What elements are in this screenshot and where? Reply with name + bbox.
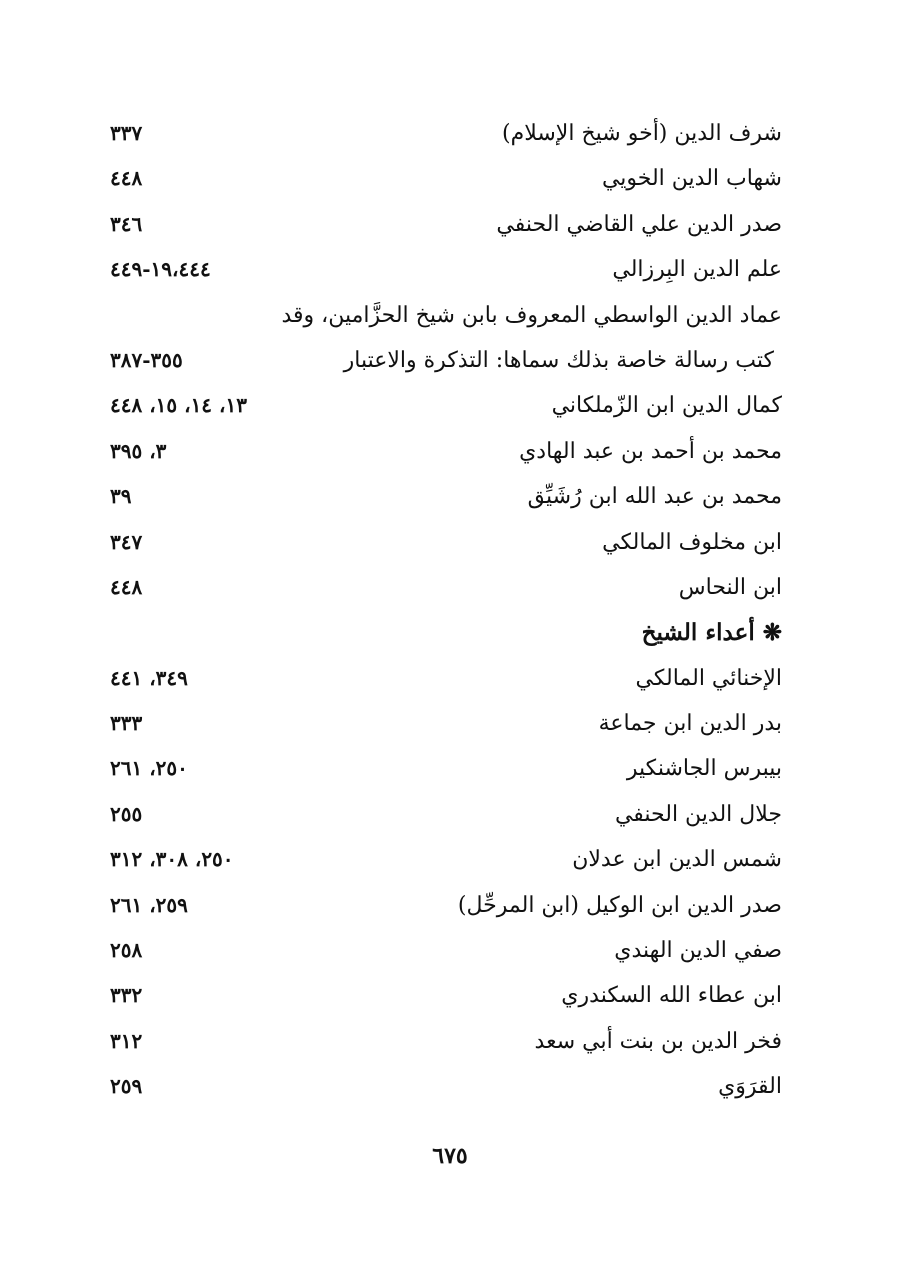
entry-name: ابن النحاس [678, 574, 782, 600]
entry-name: علم الدين البِرزالي [612, 257, 782, 283]
entry-name: فخر الدين بن بنت أبي سعد [534, 1028, 782, 1054]
entry-name: صفي الدين الهندي [614, 938, 782, 964]
entry-name: عماد الدين الواسطي المعروف بابن شيخ الحزَّامين، وقد [281, 302, 782, 328]
entry-name: شرف الدين (أخو شيخ الإسلام) [502, 121, 782, 146]
entry-name: القرَوَي [718, 1074, 782, 1100]
entry-name: كتب رسالة خاصة بذلك سماها: التذكرة والاعتبار [343, 347, 774, 373]
index-entry [110, 883, 782, 928]
entry-pages: ١٩،٤٤٤-٤٤٩ [110, 257, 211, 282]
entry-name: محمد بن أحمد بن عبد الهادي [519, 438, 782, 464]
entry-pages: ٣٩ [110, 484, 132, 509]
entry-pages: ٢٥٨ [110, 938, 143, 963]
entry-name: صدر الدين علي القاضي الحنفي [496, 211, 782, 237]
entry-name: شمس الدين ابن عدلان [572, 847, 782, 873]
entry-pages: ٢٥٠، ٢٦١ [110, 756, 188, 781]
entry-pages: ٢٥٠، ٣٠٨، ٣١٢ [110, 847, 234, 872]
section-heading [110, 610, 782, 655]
index-entry [110, 474, 782, 519]
index-entry [110, 429, 782, 474]
entry-name: الإخنائي المالكي [635, 665, 782, 691]
page-number: ٦٧٥ [432, 1143, 468, 1169]
index-entry [110, 247, 782, 292]
entry-name: كمال الدين ابن الزّملكاني [551, 393, 782, 419]
index-entry [110, 202, 782, 247]
index-entry [110, 293, 782, 338]
entry-pages: ٣٣٢ [110, 983, 143, 1008]
name-index [110, 111, 782, 1110]
index-entry [110, 746, 782, 791]
section-heading-text: ❋ أعداء الشيخ [641, 619, 782, 647]
entry-pages: ٤٤٨ [110, 574, 143, 599]
index-entry [110, 837, 782, 882]
index-entry [110, 1064, 782, 1109]
index-entry [110, 156, 782, 201]
entry-name: ابن عطاء الله السكندري [561, 983, 782, 1009]
entry-name: شهاب الدين الخويي [601, 166, 782, 192]
entry-pages: ٣، ٣٩٥ [110, 438, 167, 463]
entry-name: بدر الدين ابن جماعة [598, 711, 782, 737]
entry-pages: ٣٣٣ [110, 711, 143, 736]
index-entry [110, 701, 782, 746]
entry-name: صدر الدين ابن الوكيل (ابن المرحِّل) [457, 892, 782, 918]
index-entry-continuation [110, 338, 782, 383]
index-entry [110, 565, 782, 610]
index-entry [110, 973, 782, 1018]
index-entry [110, 792, 782, 837]
entry-pages: ١٣، ١٤، ١٥، ٤٤٨ [110, 393, 247, 418]
entry-pages: ٢٥٥ [110, 801, 143, 826]
index-entry [110, 520, 782, 565]
entry-pages: ٢٥٩ [110, 1074, 143, 1099]
index-entry [110, 383, 782, 428]
entry-pages: ٤٤٨ [110, 166, 143, 191]
index-entry [110, 928, 782, 973]
index-entry [110, 656, 782, 701]
entry-pages: ٣٤٩، ٤٤١ [110, 665, 188, 690]
entry-name: ابن مخلوف المالكي [602, 529, 782, 555]
entry-pages: ٢٥٩، ٢٦١ [110, 892, 188, 917]
index-entry [110, 1019, 782, 1064]
entry-name: بيبرس الجاشنكير [626, 756, 782, 782]
entry-pages: ٣٤٦ [110, 211, 143, 236]
entry-pages: ٣٥٥-٣٨٧ [110, 347, 183, 372]
entry-name: محمد بن عبد الله ابن رُشَيِّق [527, 484, 782, 510]
entry-pages: ٣١٢ [110, 1028, 143, 1053]
entry-pages: ٣٤٧ [110, 529, 143, 554]
index-entry [110, 111, 782, 156]
entry-name: جلال الدين الحنفي [614, 801, 782, 827]
entry-pages: ٣٣٧ [110, 121, 143, 145]
